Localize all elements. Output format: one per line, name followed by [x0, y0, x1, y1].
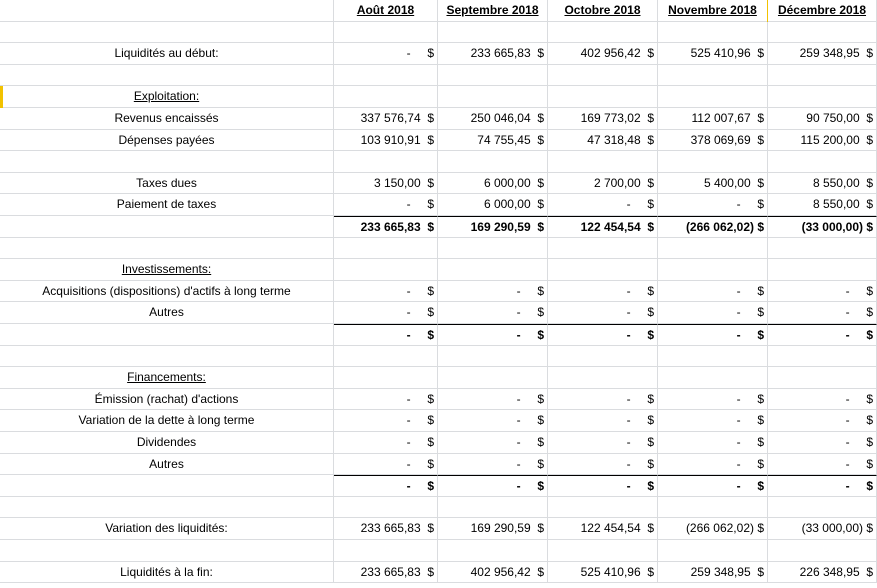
value-cell[interactable]: 90 750,00 $: [768, 108, 877, 130]
value-cell[interactable]: [438, 22, 548, 44]
value-cell[interactable]: - $: [768, 389, 877, 411]
value-cell[interactable]: - $: [548, 324, 658, 346]
row-label[interactable]: [0, 475, 334, 497]
value-cell[interactable]: [658, 259, 768, 281]
value-cell[interactable]: - $: [438, 475, 548, 497]
value-cell[interactable]: [334, 151, 438, 173]
table-row: [0, 238, 877, 260]
value-cell[interactable]: [768, 497, 877, 519]
value-cell[interactable]: - $: [768, 410, 877, 432]
row-label[interactable]: [0, 324, 334, 346]
table-row: [0, 216, 877, 238]
header-octobre-2018[interactable]: Octobre 2018: [548, 0, 658, 22]
row-label[interactable]: Variation des liquidités:: [0, 518, 334, 540]
value-cell[interactable]: [658, 151, 768, 173]
value-cell[interactable]: [438, 259, 548, 281]
row-label[interactable]: [0, 497, 334, 519]
value-cell[interactable]: - $: [658, 324, 768, 346]
value-cell[interactable]: [438, 367, 548, 389]
value-cell[interactable]: - $: [438, 389, 548, 411]
header-septembre-2018[interactable]: Septembre 2018: [438, 0, 548, 22]
value-cell[interactable]: 378 069,69 $: [658, 130, 768, 152]
value-cell[interactable]: - $: [658, 475, 768, 497]
value-cell[interactable]: [548, 497, 658, 519]
value-cell[interactable]: - $: [334, 43, 438, 65]
row-label[interactable]: [0, 238, 334, 260]
value-cell[interactable]: - $: [658, 302, 768, 324]
row-label[interactable]: Dépenses payées: [0, 130, 334, 152]
value-cell[interactable]: - $: [658, 389, 768, 411]
table-row: [0, 302, 877, 324]
value-cell[interactable]: - $: [548, 410, 658, 432]
value-cell[interactable]: - $: [768, 454, 877, 476]
value-cell[interactable]: [658, 86, 768, 108]
header-aout-2018[interactable]: Août 2018: [334, 0, 438, 22]
value-cell[interactable]: - $: [768, 475, 877, 497]
value-cell[interactable]: [438, 86, 548, 108]
value-cell[interactable]: [438, 346, 548, 368]
row-selection-marker: [0, 86, 3, 108]
value-cell[interactable]: (266 062,02) $: [658, 518, 768, 540]
row-label[interactable]: Autres: [0, 454, 334, 476]
table-row: [0, 65, 877, 87]
value-cell[interactable]: 2 700,00 $: [548, 173, 658, 195]
value-cell[interactable]: 259 348,95 $: [768, 43, 877, 65]
value-cell[interactable]: [548, 86, 658, 108]
value-cell[interactable]: [334, 346, 438, 368]
value-cell[interactable]: 169 773,02 $: [548, 108, 658, 130]
value-cell[interactable]: - $: [334, 410, 438, 432]
value-cell[interactable]: 250 046,04 $: [438, 108, 548, 130]
value-cell[interactable]: [768, 238, 877, 260]
value-cell[interactable]: [548, 259, 658, 281]
value-cell[interactable]: - $: [438, 410, 548, 432]
header-novembre-2018[interactable]: Novembre 2018: [658, 0, 768, 22]
row-label[interactable]: [0, 540, 334, 562]
row-label[interactable]: Liquidités au début:: [0, 43, 334, 65]
table-row: [0, 346, 877, 368]
value-cell[interactable]: - $: [548, 194, 658, 216]
value-cell[interactable]: [548, 151, 658, 173]
value-cell[interactable]: 112 007,67 $: [658, 108, 768, 130]
value-cell[interactable]: - $: [334, 389, 438, 411]
value-cell[interactable]: - $: [334, 432, 438, 454]
value-cell[interactable]: - $: [438, 324, 548, 346]
value-cell[interactable]: 8 550,00 $: [768, 173, 877, 195]
value-cell[interactable]: 226 348,95 $: [768, 562, 877, 584]
value-cell[interactable]: 259 348,95 $: [658, 562, 768, 584]
value-cell[interactable]: [548, 238, 658, 260]
value-cell[interactable]: - $: [658, 432, 768, 454]
table-row: [0, 151, 877, 173]
value-cell[interactable]: - $: [658, 194, 768, 216]
row-label[interactable]: Acquisitions (dispositions) d'actifs à long terme: [0, 281, 334, 303]
value-cell[interactable]: [334, 238, 438, 260]
value-cell[interactable]: 169 290,59 $: [438, 216, 548, 238]
row-label[interactable]: Revenus encaissés: [0, 108, 334, 130]
value-cell[interactable]: - $: [334, 281, 438, 303]
value-cell[interactable]: - $: [658, 454, 768, 476]
row-label[interactable]: [0, 346, 334, 368]
table-row: [0, 475, 877, 497]
header-row: [0, 0, 877, 22]
value-cell[interactable]: 6 000,00 $: [438, 173, 548, 195]
value-cell[interactable]: [658, 367, 768, 389]
value-cell[interactable]: [334, 497, 438, 519]
value-cell[interactable]: - $: [334, 324, 438, 346]
row-label[interactable]: Paiement de taxes: [0, 194, 334, 216]
table-row: [0, 562, 877, 584]
value-cell[interactable]: [438, 497, 548, 519]
value-cell[interactable]: 233 665,83 $: [334, 518, 438, 540]
value-cell[interactable]: 103 910,91 $: [334, 130, 438, 152]
value-cell[interactable]: 402 956,42 $: [548, 43, 658, 65]
table-row: [0, 432, 877, 454]
table-row: [0, 130, 877, 152]
value-cell[interactable]: [768, 151, 877, 173]
value-cell[interactable]: - $: [548, 281, 658, 303]
value-cell[interactable]: [334, 540, 438, 562]
value-cell[interactable]: 6 000,00 $: [438, 194, 548, 216]
table-row: [0, 259, 877, 281]
value-cell[interactable]: 233 665,83 $: [334, 216, 438, 238]
value-cell[interactable]: - $: [334, 454, 438, 476]
value-cell[interactable]: [548, 65, 658, 87]
value-cell[interactable]: 337 576,74 $: [334, 108, 438, 130]
table-row: [0, 540, 877, 562]
table-row: [0, 22, 877, 44]
table-row: [0, 410, 877, 432]
value-cell[interactable]: [768, 22, 877, 44]
value-cell[interactable]: - $: [548, 475, 658, 497]
value-cell[interactable]: - $: [334, 194, 438, 216]
row-label[interactable]: [0, 216, 334, 238]
value-cell[interactable]: 402 956,42 $: [438, 562, 548, 584]
value-cell[interactable]: [658, 238, 768, 260]
value-cell[interactable]: 169 290,59 $: [438, 518, 548, 540]
value-cell[interactable]: (266 062,02) $: [658, 216, 768, 238]
value-cell[interactable]: 233 665,83 $: [438, 43, 548, 65]
table-row: [0, 367, 877, 389]
table-row: [0, 86, 877, 108]
value-cell[interactable]: [548, 22, 658, 44]
value-cell[interactable]: - $: [548, 454, 658, 476]
section-heading[interactable]: Investissements:: [0, 259, 334, 281]
value-cell[interactable]: [334, 86, 438, 108]
value-cell[interactable]: - $: [768, 281, 877, 303]
table-row: [0, 173, 877, 195]
table-row: [0, 389, 877, 411]
table-row: [0, 108, 877, 130]
value-cell[interactable]: - $: [438, 454, 548, 476]
value-cell[interactable]: [658, 22, 768, 44]
value-cell[interactable]: [768, 346, 877, 368]
value-cell[interactable]: [658, 65, 768, 87]
row-label[interactable]: [0, 65, 334, 87]
value-cell[interactable]: [334, 259, 438, 281]
row-label[interactable]: Émission (rachat) d'actions: [0, 389, 334, 411]
value-cell[interactable]: - $: [334, 302, 438, 324]
table-row: [0, 454, 877, 476]
value-cell[interactable]: - $: [438, 281, 548, 303]
value-cell[interactable]: 525 410,96 $: [658, 43, 768, 65]
active-column-marker: [767, 0, 768, 22]
value-cell[interactable]: [768, 86, 877, 108]
header-decembre-2018[interactable]: Décembre 2018: [768, 0, 877, 22]
value-cell[interactable]: [768, 65, 877, 87]
value-cell[interactable]: [548, 540, 658, 562]
value-cell[interactable]: 233 665,83 $: [334, 562, 438, 584]
value-cell[interactable]: - $: [768, 302, 877, 324]
value-cell[interactable]: [658, 497, 768, 519]
value-cell[interactable]: [334, 367, 438, 389]
value-cell[interactable]: [438, 540, 548, 562]
section-heading[interactable]: Financements:: [0, 367, 334, 389]
value-cell[interactable]: [438, 65, 548, 87]
value-cell[interactable]: - $: [334, 475, 438, 497]
value-cell[interactable]: [658, 346, 768, 368]
row-label[interactable]: Autres: [0, 302, 334, 324]
row-label[interactable]: Dividendes: [0, 432, 334, 454]
value-cell[interactable]: - $: [548, 432, 658, 454]
table-row: [0, 43, 877, 65]
table-row: [0, 324, 877, 346]
value-cell[interactable]: - $: [768, 432, 877, 454]
value-cell[interactable]: 3 150,00 $: [334, 173, 438, 195]
value-cell[interactable]: 525 410,96 $: [548, 562, 658, 584]
value-cell[interactable]: - $: [768, 324, 877, 346]
value-cell[interactable]: 47 318,48 $: [548, 130, 658, 152]
value-cell[interactable]: 122 454,54 $: [548, 518, 658, 540]
value-cell[interactable]: [334, 65, 438, 87]
table-row: [0, 194, 877, 216]
value-cell[interactable]: (33 000,00) $: [768, 216, 877, 238]
value-cell[interactable]: [768, 367, 877, 389]
header-label-cell[interactable]: [0, 0, 334, 22]
value-cell[interactable]: - $: [658, 281, 768, 303]
row-label[interactable]: Taxes dues: [0, 173, 334, 195]
table-row: [0, 497, 877, 519]
value-cell[interactable]: [548, 346, 658, 368]
table-row: [0, 281, 877, 303]
value-cell[interactable]: [334, 22, 438, 44]
value-cell[interactable]: - $: [438, 432, 548, 454]
section-heading[interactable]: Exploitation:: [0, 86, 334, 108]
value-cell[interactable]: [658, 540, 768, 562]
value-cell[interactable]: 8 550,00 $: [768, 194, 877, 216]
value-cell[interactable]: 115 200,00 $: [768, 130, 877, 152]
value-cell[interactable]: [438, 151, 548, 173]
row-label[interactable]: Variation de la dette à long terme: [0, 410, 334, 432]
value-cell[interactable]: - $: [658, 410, 768, 432]
value-cell[interactable]: [548, 367, 658, 389]
row-label[interactable]: [0, 22, 334, 44]
table-row: [0, 518, 877, 540]
value-cell[interactable]: 5 400,00 $: [658, 173, 768, 195]
value-cell[interactable]: [768, 259, 877, 281]
value-cell[interactable]: 122 454,54 $: [548, 216, 658, 238]
value-cell[interactable]: (33 000,00) $: [768, 518, 877, 540]
value-cell[interactable]: - $: [548, 302, 658, 324]
value-cell[interactable]: - $: [548, 389, 658, 411]
row-label[interactable]: [0, 151, 334, 173]
value-cell[interactable]: [768, 540, 877, 562]
value-cell[interactable]: [438, 238, 548, 260]
value-cell[interactable]: 74 755,45 $: [438, 130, 548, 152]
value-cell[interactable]: - $: [438, 302, 548, 324]
row-label[interactable]: Liquidités à la fin:: [0, 562, 334, 584]
